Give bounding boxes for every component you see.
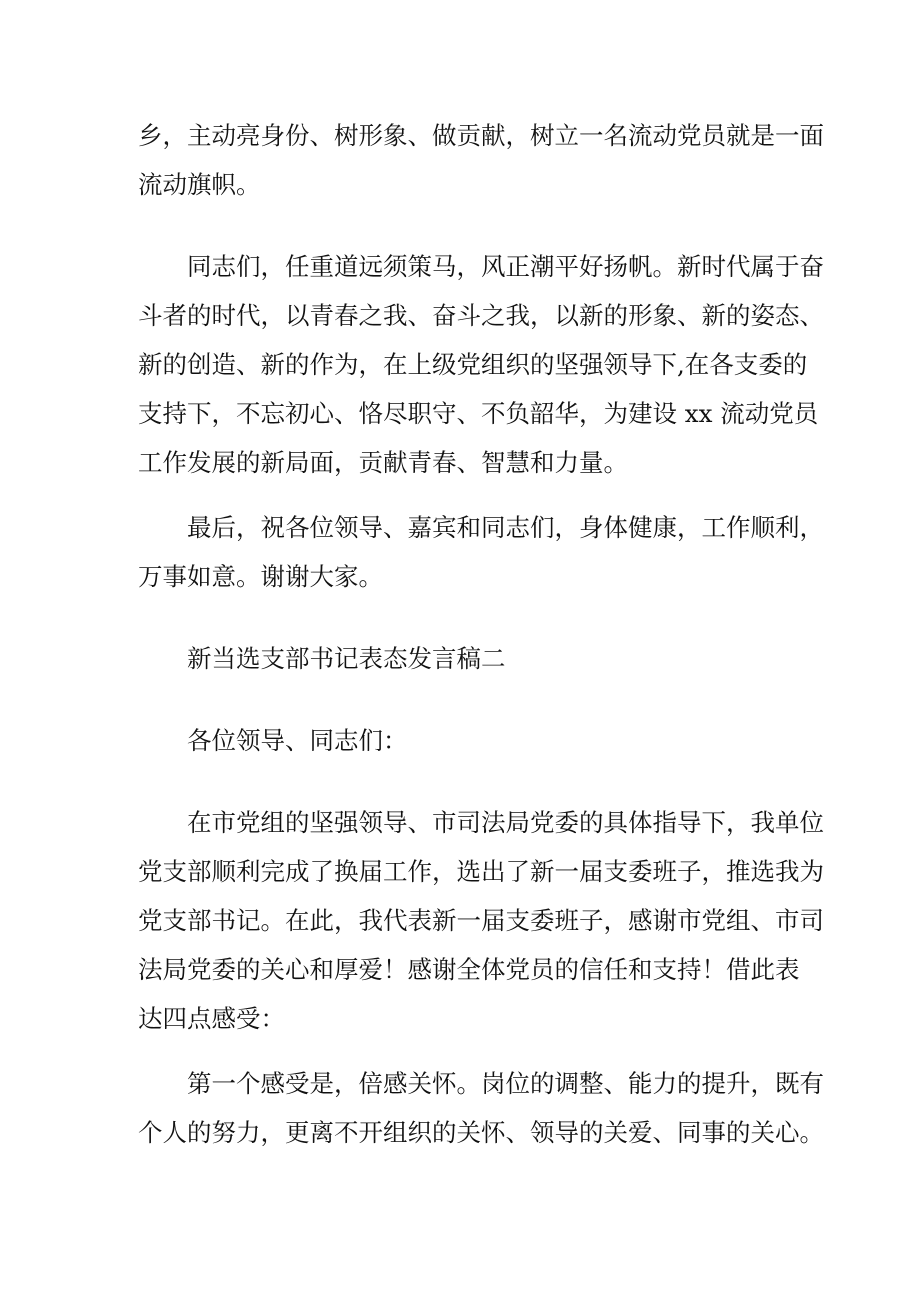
text-line: 法局党委的关心和厚爱！感谢全体党员的信任和支持！借此表	[138, 955, 800, 984]
paragraph-closing	[138, 503, 824, 601]
paragraph-election	[138, 798, 824, 1043]
text-line: 新的创造、新的作为，在上级党组织的坚强领导下,在各支委的	[138, 350, 808, 379]
text-line: 流动旗帜。	[138, 170, 261, 199]
text-line: 斗者的时代，以青春之我、奋斗之我，以新的形象、新的姿态、	[138, 301, 824, 330]
text-line: 乡，主动亮身份、树形象、做贡献，树立一名流动党员就是一面	[138, 121, 824, 150]
text-line: 各位领导、同志们：	[187, 726, 408, 755]
text-line: 工作发展的新局面，贡献青春、智慧和力量。	[138, 448, 628, 477]
paragraph-continuation	[138, 111, 824, 209]
paragraph-first-feeling	[138, 1059, 824, 1157]
text-line: 个人的努力，更离不开组织的关怀、领导的关爱、同事的关心。	[138, 1118, 824, 1147]
text-line: 在市党组的坚强领导、市司法局党委的具体指导下，我单位	[187, 808, 824, 837]
text-line: 第一个感受是，倍感关怀。岗位的调整、能力的提升，既有	[187, 1069, 824, 1098]
text-line: 最后，祝各位领导、嘉宾和同志们，身体健康，工作顺利，	[187, 513, 824, 542]
text-line: 党支部书记。在此，我代表新一届支委班子，感谢市党组、市司	[138, 906, 824, 935]
text-line: 支持下，不忘初心、恪尽职守、不负韶华，为建设 xx 流动党员	[138, 399, 819, 428]
text-line: 万事如意。谢谢大家。	[138, 562, 383, 591]
section-title	[138, 634, 798, 683]
salutation	[138, 716, 798, 765]
text-line: 新当选支部书记表态发言稿二	[187, 644, 506, 673]
text-line: 达四点感受：	[138, 1004, 285, 1033]
paragraph-comrades	[138, 242, 824, 487]
text-line: 同志们，任重道远须策马，风正潮平好扬帆。新时代属于奋	[187, 252, 824, 281]
text-line: 党支部顺利完成了换届工作，选出了新一届支委班子，推选我为	[138, 857, 824, 886]
